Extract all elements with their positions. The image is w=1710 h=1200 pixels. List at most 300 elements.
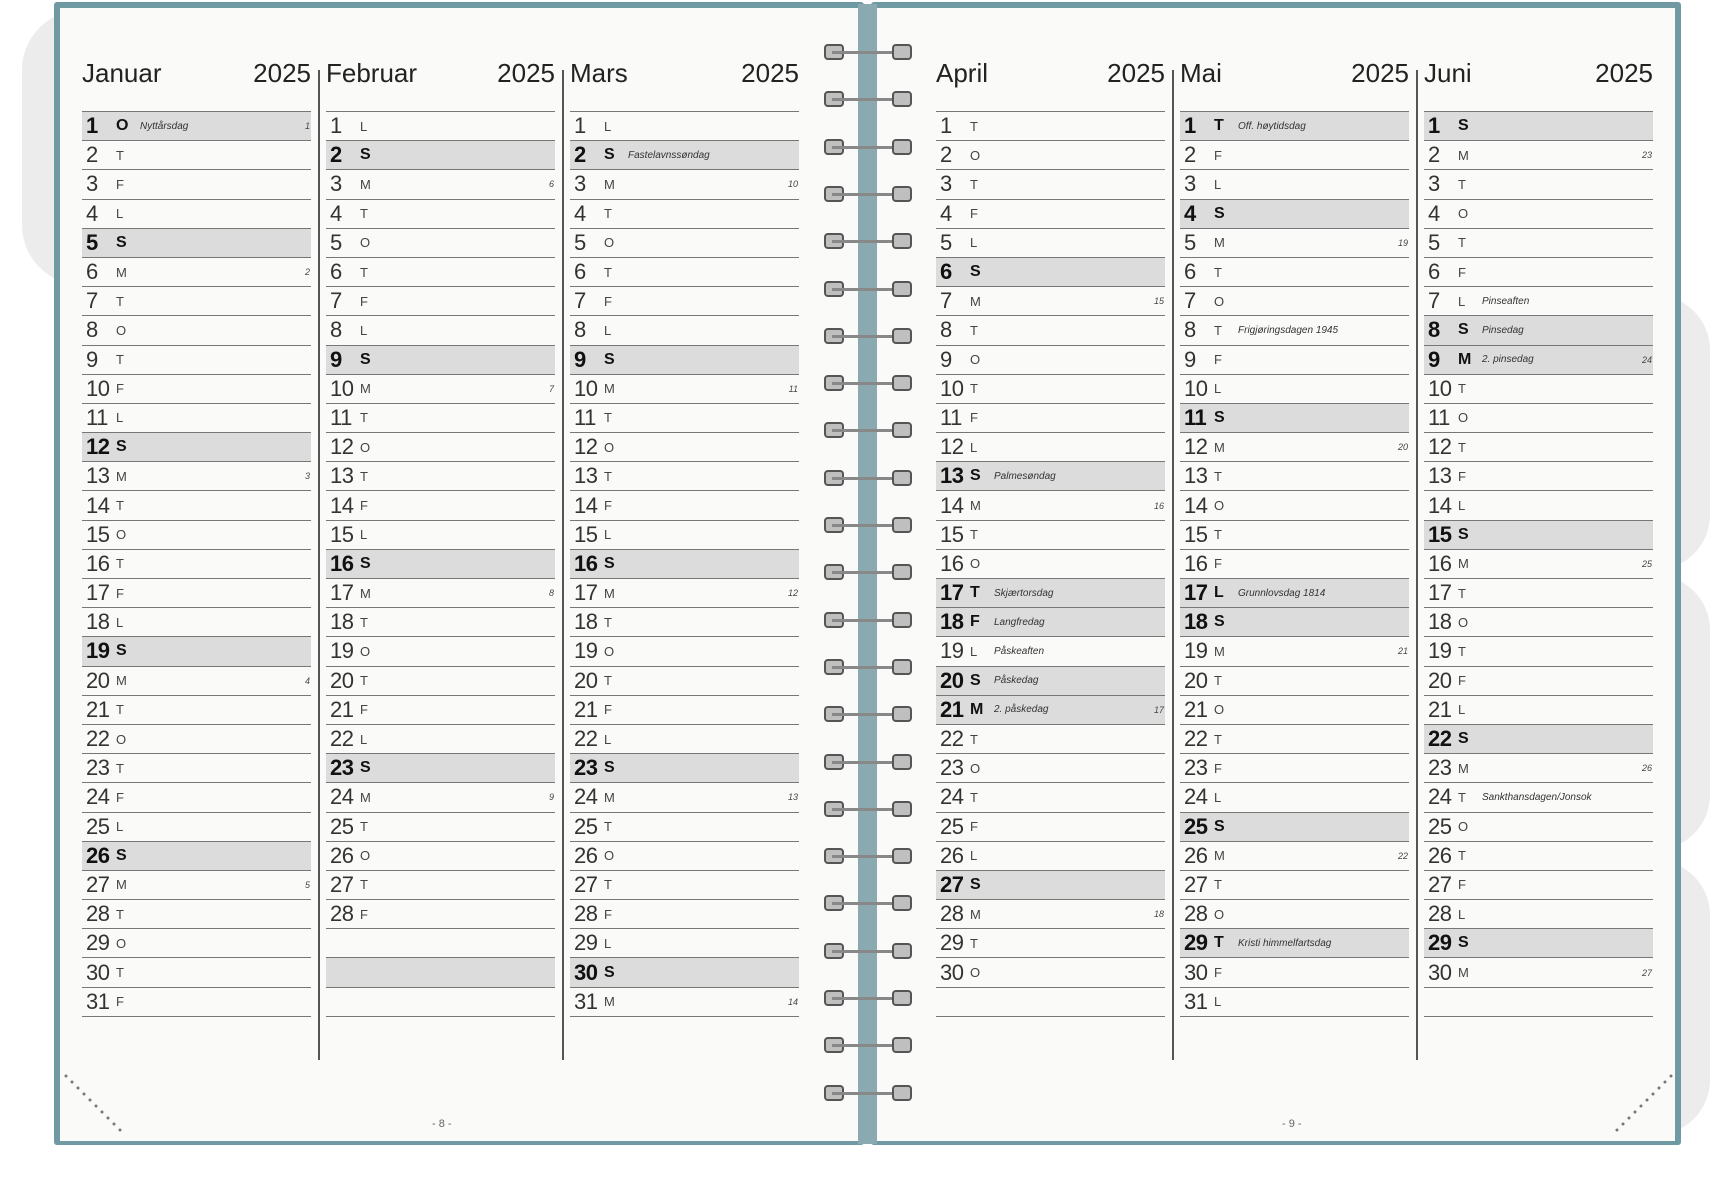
day-row[interactable] [326, 258, 555, 287]
day-row[interactable] [326, 112, 555, 141]
day-row[interactable] [570, 900, 799, 929]
day-row[interactable] [936, 462, 1165, 491]
day-row[interactable] [1180, 608, 1409, 637]
day-row[interactable] [82, 958, 311, 987]
weekday-letter: O [360, 235, 371, 251]
day-row[interactable] [82, 696, 311, 725]
day-row[interactable] [1424, 491, 1653, 520]
month-year: 2025 [1595, 58, 1653, 88]
day-number: 1 [940, 113, 952, 139]
day-row[interactable] [326, 754, 555, 783]
weekday-letter: T [360, 877, 369, 893]
day-row[interactable] [1424, 287, 1653, 316]
day-number: 16 [940, 550, 964, 576]
day-row[interactable] [82, 346, 311, 375]
weekday-letter: F [970, 819, 979, 835]
day-number: 2 [330, 142, 342, 168]
day-number: 31 [86, 988, 110, 1014]
day-row[interactable] [326, 900, 555, 929]
day-row[interactable] [936, 754, 1165, 783]
weekday-letter: M [604, 585, 616, 601]
day-row[interactable] [1180, 958, 1409, 987]
weekday-letter: M [970, 700, 984, 718]
day-row[interactable] [936, 842, 1165, 871]
weekday-letter: M [1458, 965, 1470, 981]
day-row[interactable] [570, 491, 799, 520]
day-row[interactable] [936, 608, 1165, 637]
weekday-letter: T [1458, 235, 1467, 251]
binding-ring [824, 943, 912, 959]
day-number: 22 [1184, 726, 1208, 752]
day-row[interactable] [1180, 783, 1409, 812]
day-row[interactable] [1180, 725, 1409, 754]
day-row[interactable] [1424, 462, 1653, 491]
binding-ring [824, 422, 912, 438]
day-row[interactable] [1180, 988, 1409, 1017]
day-number: 13 [86, 463, 110, 489]
day-row[interactable] [1424, 725, 1653, 754]
day-number: 27 [574, 871, 598, 897]
day-row[interactable] [326, 200, 555, 229]
day-row[interactable] [1180, 929, 1409, 958]
day-row[interactable] [936, 667, 1165, 696]
day-number: 30 [86, 959, 110, 985]
day-row[interactable] [1424, 200, 1653, 229]
day-row[interactable] [1424, 608, 1653, 637]
day-row[interactable] [570, 783, 799, 812]
day-row[interactable] [570, 258, 799, 287]
day-row[interactable] [1424, 229, 1653, 258]
day-number: 4 [330, 200, 342, 226]
day-row[interactable] [326, 141, 555, 170]
weekday-letter: O [1214, 702, 1225, 718]
day-number: 11 [330, 404, 352, 430]
weekday-letter: T [116, 352, 125, 368]
day-row[interactable] [82, 462, 311, 491]
day-row[interactable] [570, 112, 799, 141]
day-row[interactable] [1180, 404, 1409, 433]
weekday-letter: L [604, 118, 612, 134]
weekday-letter: T [1458, 176, 1467, 192]
day-number: 2 [940, 142, 952, 168]
day-row[interactable] [326, 929, 555, 958]
weekday-letter: S [116, 642, 128, 660]
weekday-letter: T [116, 906, 125, 922]
day-number: 17 [1428, 580, 1452, 606]
day-row[interactable] [1424, 141, 1653, 170]
day-row[interactable] [326, 550, 555, 579]
day-row[interactable] [82, 988, 311, 1017]
day-row[interactable] [326, 346, 555, 375]
day-row[interactable] [326, 229, 555, 258]
day-row[interactable] [570, 579, 799, 608]
day-row[interactable] [570, 608, 799, 637]
weekday-letter: M [1458, 350, 1472, 368]
weekday-letter: M [116, 673, 128, 689]
weekday-letter: T [360, 614, 369, 630]
day-row[interactable] [570, 550, 799, 579]
day-number: 31 [574, 988, 598, 1014]
weekday-letter: S [116, 438, 128, 456]
day-row[interactable] [570, 316, 799, 345]
holiday-note: 2. påskedag [994, 704, 1049, 716]
day-row[interactable] [1180, 287, 1409, 316]
day-row[interactable] [326, 842, 555, 871]
week-number: 18 [1153, 909, 1164, 920]
weekday-letter: T [360, 819, 369, 835]
day-row[interactable] [936, 170, 1165, 199]
day-row[interactable] [1180, 346, 1409, 375]
day-row[interactable] [1180, 637, 1409, 666]
day-row[interactable] [82, 579, 311, 608]
day-number: 23 [1428, 755, 1452, 781]
day-row[interactable] [326, 521, 555, 550]
holiday-note: Grunnlovsdag 1814 [1238, 587, 1326, 599]
day-row[interactable] [82, 754, 311, 783]
day-row[interactable] [1180, 813, 1409, 842]
day-row[interactable] [1180, 667, 1409, 696]
weekday-letter: S [360, 350, 372, 368]
weekday-letter: T [360, 264, 369, 280]
day-row[interactable] [1424, 404, 1653, 433]
day-row[interactable] [936, 404, 1165, 433]
day-row[interactable] [326, 667, 555, 696]
day-row[interactable] [1424, 170, 1653, 199]
day-row[interactable] [570, 346, 799, 375]
weekday-letter: F [116, 176, 125, 192]
day-number: 20 [86, 667, 110, 693]
weekday-letter: S [1458, 117, 1470, 135]
day-row[interactable] [1424, 346, 1653, 375]
day-row[interactable] [82, 491, 311, 520]
day-row[interactable] [1424, 579, 1653, 608]
day-row[interactable] [1424, 637, 1653, 666]
day-row[interactable] [1180, 842, 1409, 871]
day-number: 9 [86, 346, 98, 372]
day-row[interactable] [1180, 754, 1409, 783]
day-row[interactable] [326, 579, 555, 608]
day-number: 30 [940, 959, 964, 985]
weekday-letter: T [1214, 322, 1223, 338]
weekday-letter: M [360, 381, 372, 397]
day-number: 1 [86, 113, 98, 139]
day-row[interactable] [82, 112, 311, 141]
weekday-letter: F [116, 381, 125, 397]
day-number: 26 [1428, 842, 1452, 868]
week-number: 15 [1153, 296, 1164, 307]
day-row[interactable] [936, 491, 1165, 520]
day-row[interactable] [326, 725, 555, 754]
day-number: 13 [330, 463, 354, 489]
day-row[interactable] [326, 637, 555, 666]
day-row[interactable] [1180, 579, 1409, 608]
day-number: 30 [1428, 959, 1452, 985]
day-row[interactable] [936, 346, 1165, 375]
day-number: 16 [1184, 550, 1208, 576]
day-row[interactable] [82, 200, 311, 229]
day-number: 5 [330, 229, 342, 255]
day-row[interactable] [936, 112, 1165, 141]
day-row[interactable] [1424, 550, 1653, 579]
day-row[interactable] [1180, 112, 1409, 141]
day-row[interactable] [1180, 200, 1409, 229]
day-row[interactable] [1424, 813, 1653, 842]
day-number: 2 [574, 142, 586, 168]
day-row[interactable] [82, 550, 311, 579]
day-row[interactable] [82, 637, 311, 666]
day-row[interactable] [570, 433, 799, 462]
day-row[interactable] [936, 813, 1165, 842]
day-row[interactable] [1180, 141, 1409, 170]
day-row[interactable] [570, 287, 799, 316]
day-number: 25 [330, 813, 354, 839]
day-row[interactable] [1180, 462, 1409, 491]
day-row[interactable] [1424, 958, 1653, 987]
weekday-letter: F [604, 498, 613, 514]
day-row[interactable] [1424, 754, 1653, 783]
weekday-letter: L [1214, 584, 1225, 602]
day-number: 29 [86, 930, 110, 956]
day-number: 15 [86, 521, 110, 547]
day-row[interactable] [936, 637, 1165, 666]
weekday-letter: F [1214, 147, 1223, 163]
day-number: 17 [86, 580, 110, 606]
day-row[interactable] [936, 579, 1165, 608]
day-row[interactable] [570, 813, 799, 842]
day-row[interactable] [82, 667, 311, 696]
day-row[interactable] [936, 287, 1165, 316]
day-row[interactable] [570, 958, 799, 987]
day-row[interactable] [82, 404, 311, 433]
day-row[interactable] [326, 783, 555, 812]
day-row[interactable] [570, 754, 799, 783]
day-row[interactable] [326, 462, 555, 491]
day-number: 18 [330, 609, 354, 635]
day-row[interactable] [1424, 521, 1653, 550]
day-row[interactable] [1180, 900, 1409, 929]
weekday-letter: M [1458, 760, 1470, 776]
day-row[interactable] [936, 783, 1165, 812]
weekday-letter: L [116, 614, 124, 630]
day-row[interactable] [1424, 871, 1653, 900]
day-row[interactable] [1180, 871, 1409, 900]
day-row[interactable] [326, 404, 555, 433]
day-row[interactable] [570, 229, 799, 258]
day-row[interactable] [1424, 375, 1653, 404]
day-number: 14 [1428, 492, 1452, 518]
day-row[interactable] [326, 316, 555, 345]
day-row[interactable] [326, 958, 555, 987]
day-row[interactable] [1424, 929, 1653, 958]
binding-ring [824, 517, 912, 533]
weekday-letter: T [604, 468, 613, 484]
day-row[interactable] [1424, 433, 1653, 462]
weekday-letter: S [1214, 817, 1226, 835]
day-row[interactable] [570, 871, 799, 900]
day-row[interactable] [570, 667, 799, 696]
day-number: 22 [330, 726, 354, 752]
day-row[interactable] [82, 521, 311, 550]
day-row[interactable] [326, 608, 555, 637]
holiday-note: 2. pinsedag [1482, 354, 1534, 366]
day-row[interactable] [570, 521, 799, 550]
day-row[interactable] [82, 783, 311, 812]
day-row[interactable] [1180, 696, 1409, 725]
day-number: 31 [1184, 988, 1208, 1014]
weekday-letter: O [116, 527, 127, 543]
binding-ring [824, 1037, 912, 1053]
day-row[interactable] [570, 462, 799, 491]
day-row[interactable] [82, 258, 311, 287]
day-row[interactable] [1180, 550, 1409, 579]
day-row[interactable] [326, 871, 555, 900]
day-row[interactable] [936, 725, 1165, 754]
day-row[interactable] [936, 988, 1165, 1017]
day-row[interactable] [570, 725, 799, 754]
weekday-letter: T [116, 760, 125, 776]
day-row[interactable] [936, 696, 1165, 725]
day-number: 29 [940, 930, 964, 956]
day-row[interactable] [936, 550, 1165, 579]
day-row[interactable] [570, 200, 799, 229]
weekday-letter: L [116, 206, 124, 222]
weekday-letter: S [1214, 613, 1226, 631]
day-row[interactable] [82, 287, 311, 316]
day-row[interactable] [570, 696, 799, 725]
weekday-letter: T [116, 965, 125, 981]
weekday-letter: T [116, 147, 125, 163]
day-row[interactable] [326, 491, 555, 520]
day-number: 27 [1184, 871, 1208, 897]
day-row[interactable] [82, 375, 311, 404]
day-number: 11 [1428, 404, 1450, 430]
day-row[interactable] [570, 141, 799, 170]
day-row[interactable] [936, 316, 1165, 345]
day-row[interactable] [326, 988, 555, 1017]
weekday-letter: M [1458, 147, 1470, 163]
day-row[interactable] [570, 929, 799, 958]
weekday-letter: M [116, 264, 128, 280]
weekday-letter: O [970, 965, 981, 981]
day-row[interactable] [936, 375, 1165, 404]
day-row[interactable] [570, 988, 799, 1017]
day-row[interactable] [82, 433, 311, 462]
day-number: 25 [1184, 813, 1208, 839]
day-row[interactable] [936, 258, 1165, 287]
day-row[interactable] [936, 958, 1165, 987]
day-row[interactable] [82, 608, 311, 637]
day-number: 14 [574, 492, 598, 518]
day-row[interactable] [82, 316, 311, 345]
day-row[interactable] [1180, 433, 1409, 462]
day-row[interactable] [570, 375, 799, 404]
weekday-letter: L [604, 527, 612, 543]
day-row[interactable] [1180, 170, 1409, 199]
day-number: 28 [1184, 901, 1208, 927]
day-row[interactable] [936, 871, 1165, 900]
week-number: 3 [304, 471, 310, 482]
weekday-letter: T [1458, 848, 1467, 864]
day-row[interactable] [82, 229, 311, 258]
day-row[interactable] [1180, 316, 1409, 345]
day-row[interactable] [82, 141, 311, 170]
day-row[interactable] [936, 433, 1165, 462]
day-number: 1 [1184, 113, 1196, 139]
holiday-note: Pinseaften [1482, 295, 1530, 307]
day-row[interactable] [82, 929, 311, 958]
weekday-letter: S [970, 671, 982, 689]
holiday-note: Påskedag [994, 675, 1039, 687]
day-row[interactable] [1424, 988, 1653, 1017]
weekday-letter: F [604, 906, 613, 922]
month-name: April [936, 58, 989, 88]
day-row[interactable] [936, 141, 1165, 170]
day-row[interactable] [936, 200, 1165, 229]
weekday-letter: L [604, 935, 612, 951]
day-row[interactable] [1424, 696, 1653, 725]
day-row[interactable] [1180, 258, 1409, 287]
day-row[interactable] [1424, 112, 1653, 141]
weekday-letter: F [360, 498, 369, 514]
day-row[interactable] [1180, 375, 1409, 404]
day-number: 9 [1184, 346, 1196, 372]
day-row[interactable] [82, 170, 311, 199]
day-row[interactable] [1424, 258, 1653, 287]
day-row[interactable] [82, 900, 311, 929]
day-row[interactable] [936, 900, 1165, 929]
day-number: 15 [574, 521, 598, 547]
day-row[interactable] [570, 404, 799, 433]
day-row[interactable] [82, 725, 311, 754]
day-row[interactable] [326, 375, 555, 404]
left-page [60, 8, 858, 1141]
month-name: Februar [326, 58, 418, 88]
day-row[interactable] [936, 229, 1165, 258]
day-row[interactable] [82, 871, 311, 900]
day-row[interactable] [936, 521, 1165, 550]
day-number: 12 [330, 434, 354, 460]
day-row[interactable] [326, 170, 555, 199]
day-number: 25 [1428, 813, 1452, 839]
day-row[interactable] [1424, 667, 1653, 696]
day-row[interactable] [570, 842, 799, 871]
day-number: 25 [574, 813, 598, 839]
day-row[interactable] [1424, 900, 1653, 929]
day-row[interactable] [570, 637, 799, 666]
day-number: 16 [574, 550, 598, 576]
day-number: 4 [574, 200, 586, 226]
day-row[interactable] [1180, 229, 1409, 258]
binding-ring [824, 186, 912, 202]
day-row[interactable] [1180, 491, 1409, 520]
day-row[interactable] [326, 813, 555, 842]
day-row[interactable] [326, 287, 555, 316]
day-row[interactable] [1180, 521, 1409, 550]
day-row[interactable] [1424, 842, 1653, 871]
day-row[interactable] [326, 696, 555, 725]
day-row[interactable] [326, 433, 555, 462]
day-number: 27 [1428, 871, 1452, 897]
weekday-letter: F [1458, 877, 1467, 893]
day-row[interactable] [1424, 316, 1653, 345]
day-row[interactable] [1424, 783, 1653, 812]
corner-perforation [62, 1068, 132, 1138]
day-row[interactable] [82, 813, 311, 842]
day-number: 23 [86, 755, 110, 781]
day-row[interactable] [82, 842, 311, 871]
day-row[interactable] [570, 170, 799, 199]
day-row[interactable] [936, 929, 1165, 958]
